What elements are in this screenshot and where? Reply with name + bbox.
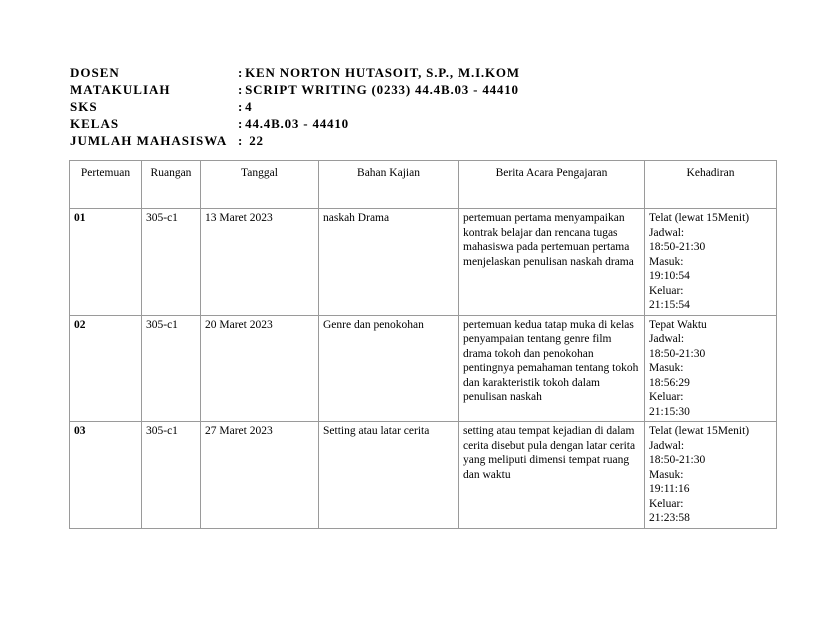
kehadiran-masuk: 19:11:16 xyxy=(649,483,690,495)
kehadiran-keluar-label: Keluar: xyxy=(649,391,684,403)
cell-bahan-kajian: Genre dan penokohan xyxy=(319,315,459,422)
kelas-value: 44.4B.03 - 44410 xyxy=(245,115,349,131)
kehadiran-masuk-label: Masuk: xyxy=(649,255,684,268)
column-header-bahan-kajian: Bahan Kajian xyxy=(319,161,459,209)
table-row xyxy=(70,422,777,529)
cell-kehadiran xyxy=(645,209,777,316)
attendance-table xyxy=(69,160,777,529)
column-header-kehadiran: Kehadiran xyxy=(645,161,777,209)
kehadiran-jadwal: 18:50-21:30 xyxy=(649,347,706,360)
kehadiran-keluar: 21:15:54 xyxy=(649,299,690,311)
cell-ruangan: 305-c1 xyxy=(142,315,201,422)
cell-berita-acara: pertemuan pertama menyampaikan kontrak belajar dan rencana tugas mahasiswa pada pertemuan pertama menjelaskan penulisan naskah drama xyxy=(459,209,645,316)
cell-ruangan: 305-c1 xyxy=(142,422,201,529)
kehadiran-masuk-label: Masuk: xyxy=(649,362,684,374)
sks-value-wrap xyxy=(238,99,252,115)
kehadiran-keluar-label: Keluar: xyxy=(649,497,684,510)
colon: : xyxy=(238,115,244,131)
matakuliah-value-wrap xyxy=(238,82,519,98)
cell-pertemuan: 01 xyxy=(70,209,142,316)
kehadiran-masuk: 19:10:54 xyxy=(649,270,690,282)
info-row-dosen xyxy=(70,64,770,81)
info-row-jumlah xyxy=(70,132,770,149)
cell-berita-acara: pertemuan kedua tatap muka di kelas penyampaian tentang genre film drama tokoh dan penokohan pentingnya pemahaman tentang tokoh dan karakteristik tokoh dalam penulisan naskah xyxy=(459,315,645,422)
kehadiran-jadwal-label: Jadwal: xyxy=(649,333,685,345)
cell-bahan-kajian: Setting atau latar cerita xyxy=(319,422,459,529)
jumlah-value: 22 xyxy=(249,132,264,148)
table-header-row xyxy=(70,161,777,209)
column-header-ruangan: Ruangan xyxy=(142,161,201,209)
kehadiran-jadwal-label: Jadwal: xyxy=(649,439,685,452)
matakuliah-label: MATAKULIAH xyxy=(70,81,171,97)
kehadiran-masuk: 18:56:29 xyxy=(649,376,690,389)
cell-kehadiran xyxy=(645,422,777,529)
kehadiran-keluar: 21:15:30 xyxy=(649,405,690,418)
info-row-matakuliah xyxy=(70,81,770,98)
kelas-value-wrap xyxy=(238,116,349,132)
info-row-sks xyxy=(70,98,770,115)
sks-label: SKS xyxy=(70,98,98,114)
sks-value: 4 xyxy=(245,98,253,114)
colon: : xyxy=(238,64,244,80)
kehadiran-jadwal: 18:50-21:30 xyxy=(649,454,706,466)
matakuliah-value: SCRIPT WRITING (0233) 44.4B.03 - 44410 xyxy=(245,81,519,97)
kehadiran-status: Telat (lewat 15Menit) xyxy=(649,212,750,224)
dosen-value-wrap xyxy=(238,65,520,81)
info-row-kelas xyxy=(70,115,770,132)
dosen-label: DOSEN xyxy=(70,64,120,80)
kelas-label: KELAS xyxy=(70,115,120,131)
colon: : xyxy=(238,132,244,148)
jumlah-label: JUMLAH MAHASISWA xyxy=(70,132,228,148)
cell-tanggal: 20 Maret 2023 xyxy=(201,315,319,422)
jumlah-value-wrap xyxy=(238,133,264,149)
kehadiran-status: Tepat Waktu xyxy=(649,318,707,331)
column-header-tanggal: Tanggal xyxy=(201,161,319,209)
kehadiran-jadwal-label: Jadwal: xyxy=(649,226,685,239)
cell-pertemuan: 03 xyxy=(70,422,142,529)
table-row xyxy=(70,209,777,316)
cell-bahan-kajian: naskah Drama xyxy=(319,209,459,316)
kehadiran-keluar-label: Keluar: xyxy=(649,284,684,297)
colon: : xyxy=(238,98,244,114)
kehadiran-keluar: 21:23:58 xyxy=(649,512,690,524)
cell-berita-acara: setting atau tempat kejadian di dalam cerita disebut pula dengan latar cerita yang meliputi dimensi tempat ruang dan waktu xyxy=(459,422,645,529)
cell-pertemuan: 02 xyxy=(70,315,142,422)
column-header-pertemuan: Pertemuan xyxy=(70,161,142,209)
colon: : xyxy=(238,81,244,97)
table-row xyxy=(70,315,777,422)
cell-tanggal: 13 Maret 2023 xyxy=(201,209,319,316)
dosen-value: KEN NORTON HUTASOIT, S.P., M.I.KOM xyxy=(245,64,520,80)
kehadiran-masuk-label: Masuk: xyxy=(649,468,684,481)
column-header-berita-acara: Berita Acara Pengajaran xyxy=(459,161,645,209)
cell-ruangan: 305-c1 xyxy=(142,209,201,316)
cell-kehadiran xyxy=(645,315,777,422)
kehadiran-jadwal: 18:50-21:30 xyxy=(649,241,706,253)
course-info xyxy=(70,64,770,149)
kehadiran-status: Telat (lewat 15Menit) xyxy=(649,425,750,437)
cell-tanggal: 27 Maret 2023 xyxy=(201,422,319,529)
